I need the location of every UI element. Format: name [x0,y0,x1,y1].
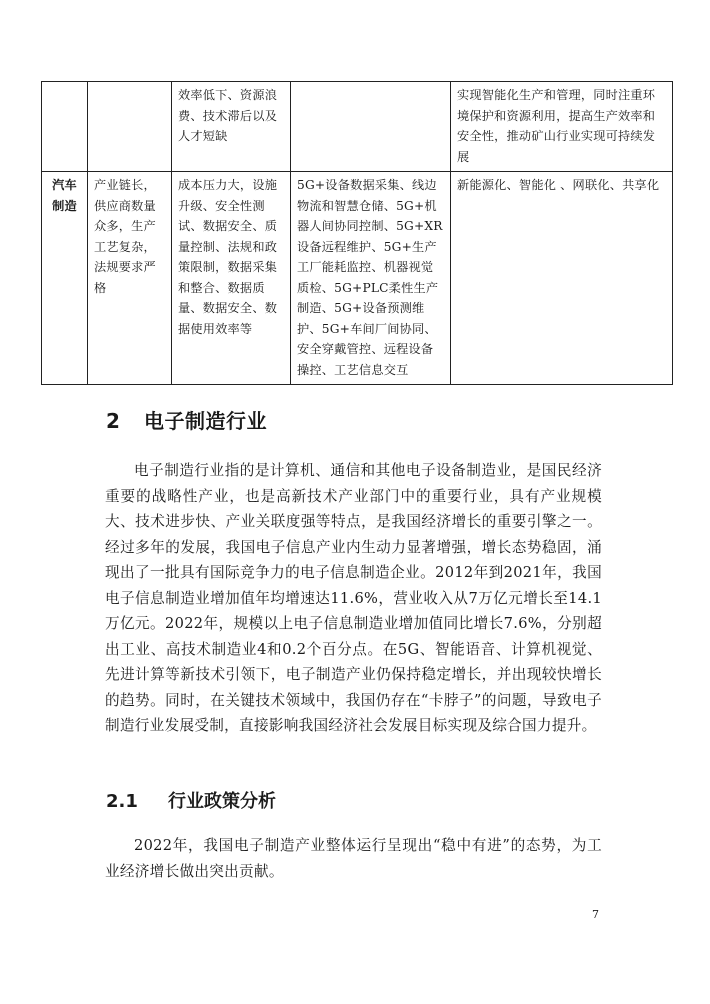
section-number: 2 [106,409,121,433]
industry-table [41,81,673,385]
table-cell: 新能源化、智能化 、网联化、共享化 [451,172,673,385]
table-cell [88,82,172,172]
page-number: 7 [592,908,599,921]
section-heading [106,405,267,434]
subsection-title: 行业政策分析 [168,791,276,812]
table-row [42,82,673,172]
table-row [42,172,673,385]
category-cell [42,172,88,385]
table-cell: 实现智能化生产和管理，同时注重环境保护和资源利用，提高生产效率和安全性，推动矿山行业实现可持续发展 [451,82,673,172]
subsection-heading [106,787,276,813]
table-cell [291,82,451,172]
table-cell: 产业链长，供应商数量众多，生产工艺复杂，法规要求严格 [88,172,172,385]
table-cell [42,82,88,172]
category-label: 汽车 [52,178,77,192]
subsection-number: 2.1 [106,791,138,812]
table-cell: 5G+设备数据采集、线边物流和智慧仓储、5G+机器人间协同控制、5G+XR设备远程维护、5G+生产工厂能耗监控、机器视觉质检、5G+PLC柔性生产制造、5G+设备预测维护、5G+车间厂间协同、安全穿戴管控、远程设备操控、工艺信息交互 [291,172,451,385]
section-title: 电子制造行业 [144,409,267,433]
table-cell: 效率低下、资源浪费、技术滞后以及人才短缺 [172,82,291,172]
table-cell: 成本压力大，设施升级、安全性测试、数据安全、质量控制、法规和政策限制，数据采集和整合、数据质量、数据安全、数据使用效率等 [172,172,291,385]
body-paragraph: 电子制造行业指的是计算机、通信和其他电子设备制造业，是国民经济重要的战略性产业，也是高新技术产业部门中的重要行业，具有产业规模大、技术进步快、产业关联度强等特点，是我国经济增长的重要引擎之一。经过多年的发展，我国电子信息产业内生动力显著增强，增长态势稳固，涌现出了一批具有国际竞争力的电子信息制造企业。2012年到2021年，我国电子信息制造业增加值年均增速达11.6%，营业收入从7万亿元增长至14.1万亿元。2022年，规模以上电子信息制造业增加值同比增长7.6%，分别超出工业、高技术制造业4和0.2个百分点。在5G、智能语音、计算机视觉、先进计算等新技术引领下，电子制造产业仍保持稳定增长，并出现较快增长的趋势。同时，在关键技术领域中，我国仍存在“卡脖子”的问题，导致电子制造行业发展受制，直接影响我国经济社会发展目标实现及综合国力提升。 [105,462,602,734]
body-paragraph: 2022年，我国电子制造产业整体运行呈现出“稳中有进”的态势，为工业经济增长做出突出贡献。 [105,837,602,880]
category-label: 制造 [52,198,77,213]
